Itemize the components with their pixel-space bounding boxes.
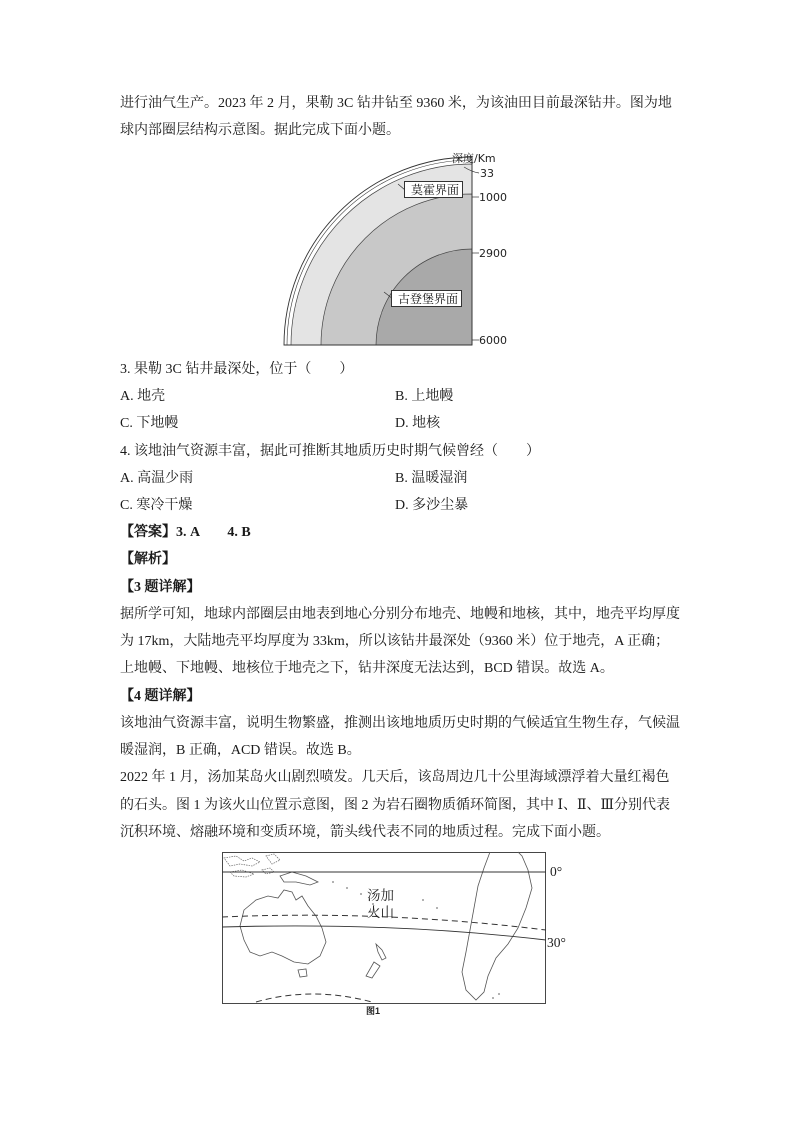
depth-33-label: 33 <box>480 167 494 180</box>
gutenberg-boundary-label: 古登堡界面 <box>391 290 462 307</box>
question-4-stem: 4. 该地油气资源丰富，据此可推断其地质历史时期气候曾经（ ） <box>120 444 540 459</box>
moho-boundary-label: 莫霍界面 <box>404 181 463 198</box>
q3-detail-line-1: 据所学可知，地球内部圈层由地表到地心分别分布地壳、地幔和地核，其中，地壳平均厚度 <box>120 607 680 622</box>
answer-line: 【答案】3. A 4. B <box>120 525 251 540</box>
figure-1-caption: 图1 <box>366 1006 381 1016</box>
q4-detail-heading: 【4 题详解】 <box>120 689 201 704</box>
q3-detail-line-3: 上地幔、下地幔、地核位于地壳之下，钻井深度无法达到，BCD 错误。故选 A。 <box>120 661 614 676</box>
q3-detail-heading: 【3 题详解】 <box>120 580 201 595</box>
question-4-option-d: D. 多沙尘暴 <box>395 498 469 513</box>
depth-1000-label: 1000 <box>479 191 507 204</box>
question-3-option-c: C. 下地幔 <box>120 416 179 431</box>
group-intro-line-1: 2022 年 1 月，汤加某岛火山剧烈喷发。几天后，该岛周边几十公里海域漂浮着大量红褐色 <box>120 770 670 785</box>
intro-line-1: 进行油气生产。2023 年 2 月，果勒 3C 钻井钻至 9360 米，为该油田目前最深钻井。图为地 <box>120 96 672 111</box>
depth-2900-label: 2900 <box>479 247 507 260</box>
question-4-option-c: C. 寒冷干燥 <box>120 498 193 513</box>
group-intro-line-3: 沉积环境、熔融环境和变质环境，箭头线代表不同的地质过程。完成下面小题。 <box>120 825 610 840</box>
question-3-option-b: B. 上地幔 <box>395 389 454 404</box>
question-4-option-b: B. 温暖湿润 <box>395 471 468 486</box>
question-4-option-a: A. 高温少雨 <box>120 471 194 486</box>
group-intro-line-2: 的石头。图 1 为该火山位置示意图，图 2 为岩石圈物质循环简图，其中 Ⅰ、Ⅱ、Ⅲ分别代表 <box>120 798 671 813</box>
question-3-option-a: A. 地壳 <box>120 389 166 404</box>
tonga-volcano-map <box>222 852 546 1004</box>
depth-6000-label: 6000 <box>479 334 507 347</box>
q4-detail-line-1: 该地油气资源丰富，说明生物繁盛，推测出该地地质历史时期的气候适宜生物生存，气候温 <box>120 716 680 731</box>
depth-axis-label: 深度/Km <box>452 152 496 165</box>
intro-line-2: 球内部圈层结构示意图。据此完成下面小题。 <box>120 123 400 138</box>
volcano-label: 火山 <box>367 905 394 920</box>
analysis-heading: 【解析】 <box>120 552 176 567</box>
tonga-label: 汤加 <box>367 888 394 903</box>
question-3-stem: 3. 果勒 3C 钻井最深处，位于（ ） <box>120 362 354 377</box>
latitude-30-label: 30° <box>547 935 566 950</box>
q4-detail-line-2: 暖湿润，B 正确，ACD 错误。故选 B。 <box>120 743 361 758</box>
equator-label: 0° <box>550 864 563 879</box>
earth-interior-diagram <box>280 148 510 353</box>
question-3-option-d: D. 地核 <box>395 416 441 431</box>
q3-detail-line-2: 为 17km，大陆地壳平均厚度为 33km，所以该钻井最深处（9360 米）位于地壳，A 正确； <box>120 634 670 649</box>
